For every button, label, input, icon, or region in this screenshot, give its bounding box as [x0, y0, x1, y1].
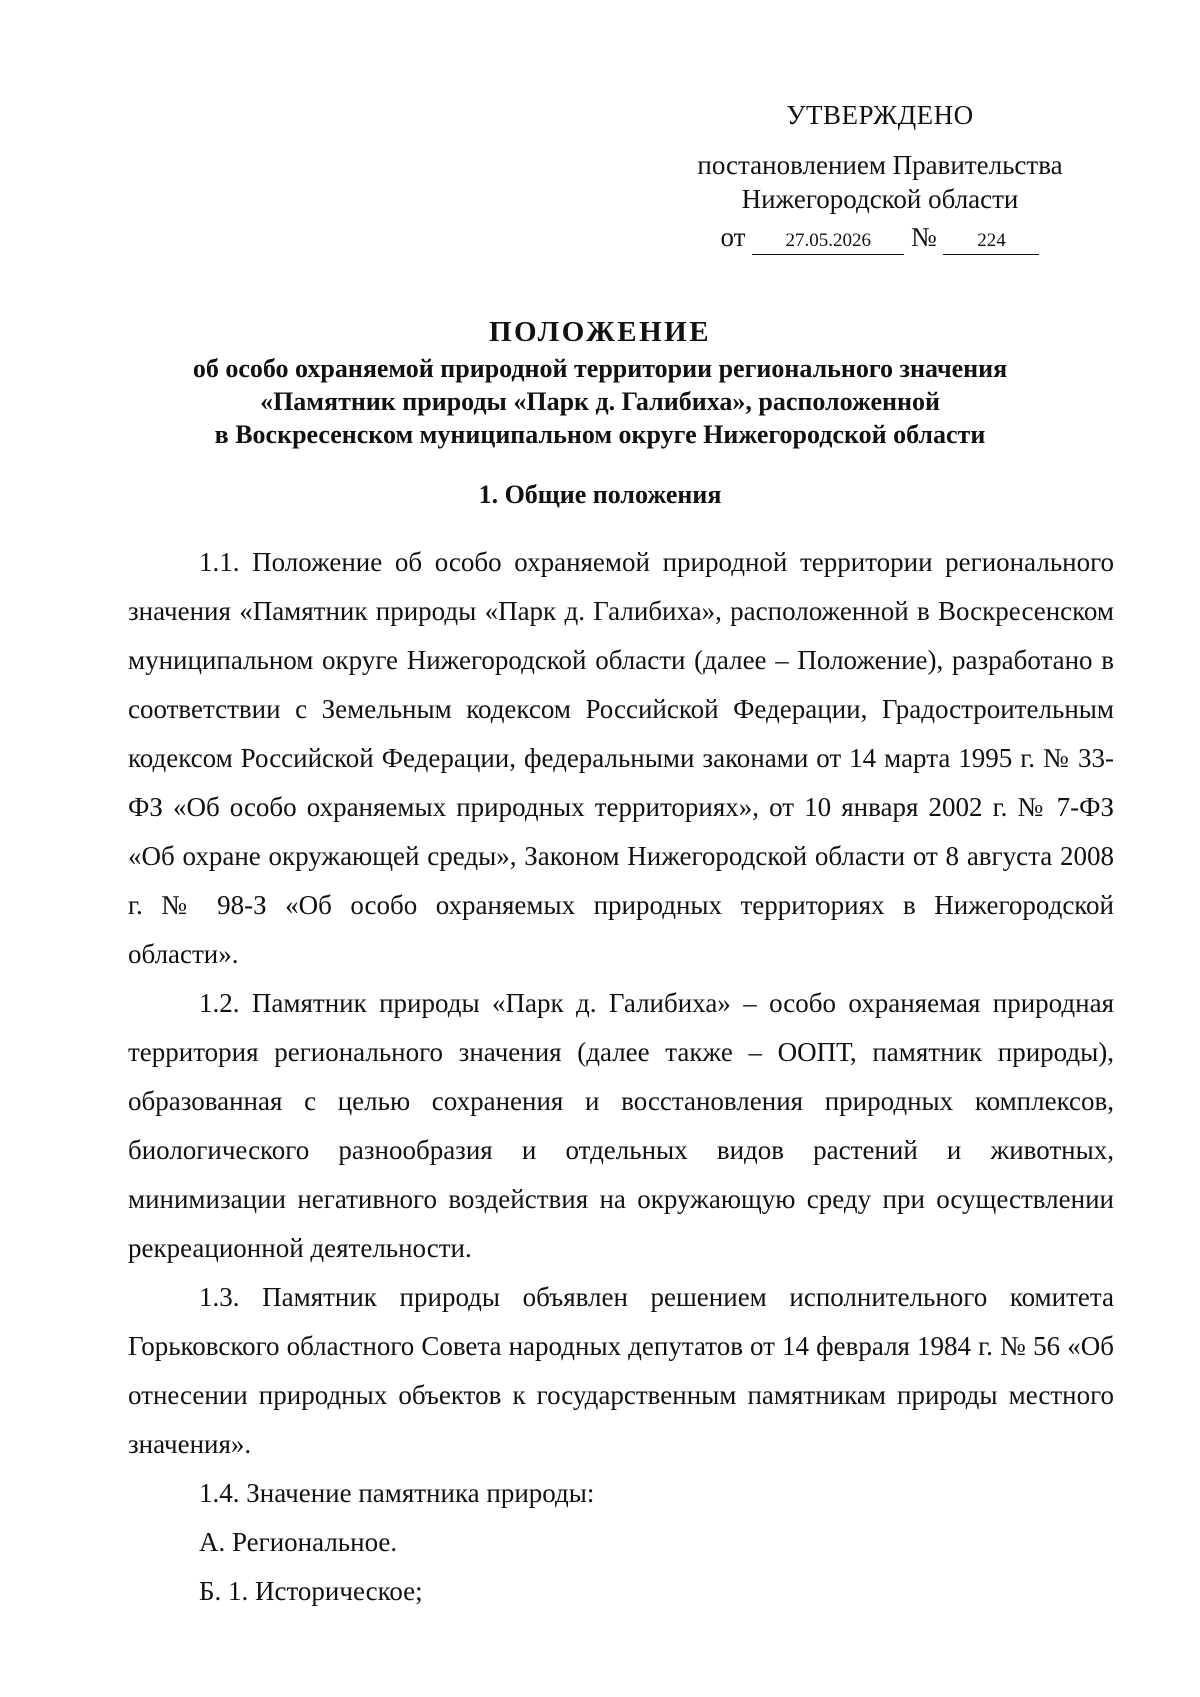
- document-subtitle-line-2: «Памятник природы «Парк д. Галибиха», расположенной: [260, 387, 940, 416]
- document-subtitle-line-1: об особо охраняемой природной территории регионального значения: [192, 354, 1008, 383]
- paragraph-1-1: 1.1. Положение об особо охраняемой природной территории регионального значения «Памятник природы «Парк д. Галибиха», расположенной в Воскресенском муниципальном округе Нижегородской области (далее – Положение), разработано в соответствии с Земельным кодексом Российской Федерации, Градостроительным кодексом Российской Федерации, федеральными законами от 14 марта 1995 г. № 33-ФЗ «Об особо охраняемых природных территориях», от 10 января 2002 г. № 7-ФЗ «Об охране окружающей среды», Законом Нижегородской области от 8 августа 2008 г. № 98-З «Об особо охраняемых природных территориях в Нижегородской области».: [128, 547, 1114, 969]
- section-heading: 1. Общие положения: [478, 480, 722, 509]
- approval-line-1: постановлением Правительства: [697, 150, 1063, 180]
- document-body: [128, 538, 1114, 1616]
- paragraph-1-3: 1.3. Памятник природы объявлен решением исполнительного комитета Горьковского областного Совета народных депутатов от 14 февраля 1984 г. № 56 «Об отнесении природных объектов к государственным памятникам природы местного значения».: [128, 1282, 1114, 1459]
- document-title-block: [100, 312, 1100, 451]
- approval-date-number-row: [660, 220, 1100, 255]
- date-prefix: от: [720, 222, 746, 252]
- approval-block: [660, 98, 1100, 255]
- number-sign: №: [910, 222, 937, 252]
- paragraph-1-2: 1.2. Памятник природы «Парк д. Галибиха» – особо охраняемая природная территория регионального значения (далее также – ООПТ, памятник природы), образованная с целью сохранения и восстановления природных комплексов, биологического разнообразия и отдельных видов растений и животных, минимизации негативного воздействия на окружающую среду при осуществлении рекреационной деятельности.: [128, 988, 1114, 1263]
- paragraph-1-4: 1.4. Значение памятника природы:: [199, 1478, 595, 1508]
- approval-number-field: 224: [943, 228, 1039, 255]
- document-title: ПОЛОЖЕНИЕ: [488, 316, 712, 348]
- document-subtitle-line-3: в Воскресенском муниципальном округе Нижегородской области: [214, 420, 986, 449]
- approval-line-2: Нижегородской области: [741, 184, 1019, 214]
- paragraph-b: Б. 1. Историческое;: [199, 1576, 423, 1606]
- approval-date-field: 27.05.2026: [752, 228, 904, 255]
- paragraph-a: А. Региональное.: [199, 1527, 398, 1557]
- approval-heading: УТВЕРЖДЕНО: [786, 100, 974, 130]
